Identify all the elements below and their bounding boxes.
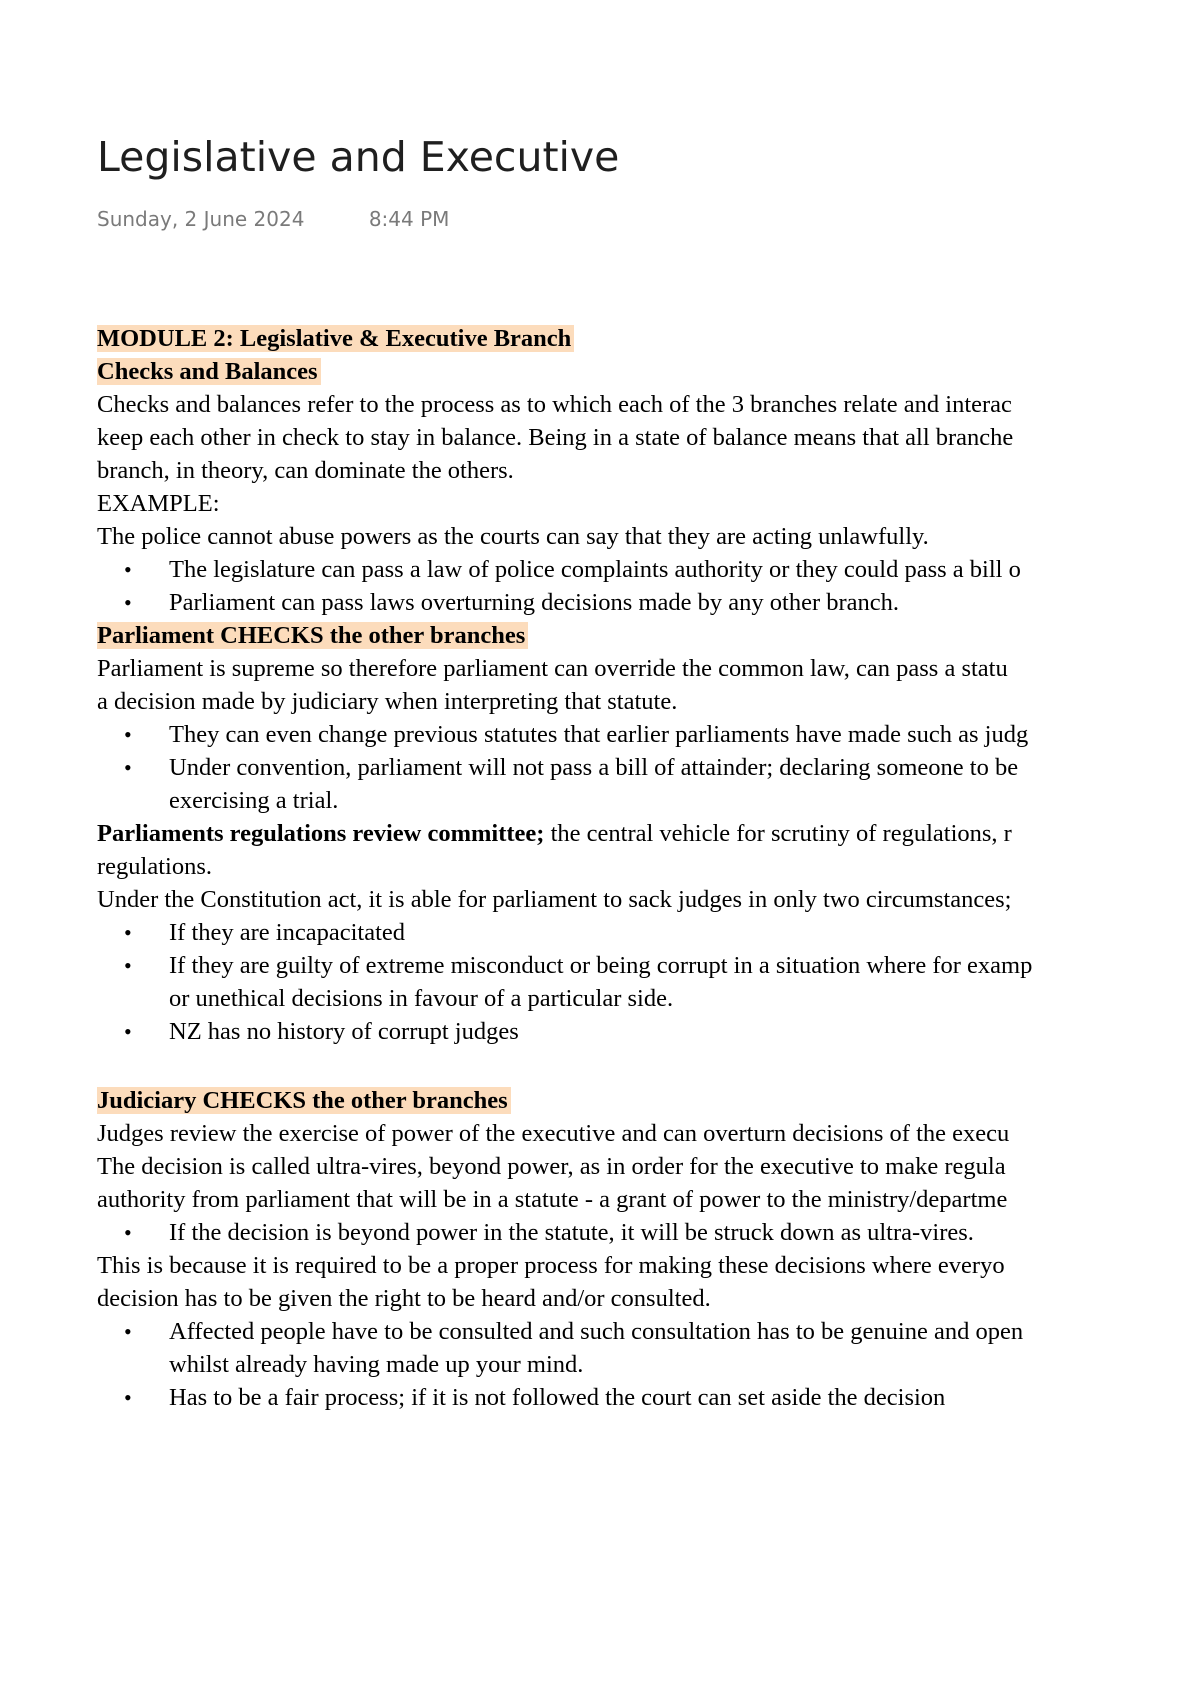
- list-item-text: If the decision is beyond power in the statute, it will be struck down as ultra-vires.: [169, 1219, 974, 1246]
- paragraph-line: keep each other in check to stay in balance. Being in a state of balance means that all branche: [97, 424, 1014, 451]
- list-item-continuation: [97, 1348, 1200, 1381]
- parliament-heading: Parliament CHECKS the other branches: [97, 622, 528, 649]
- list-item: [97, 916, 1200, 949]
- bullet-icon: •: [124, 1019, 132, 1044]
- bullet-icon: •: [124, 920, 132, 945]
- judiciary-heading: Judiciary CHECKS the other branches: [97, 1087, 511, 1114]
- example-text: The police cannot abuse powers as the courts can say that they are acting unlawfully.: [97, 523, 929, 550]
- list-item-text: If they are guilty of extreme misconduct or being corrupt in a situation where for examp: [169, 952, 1033, 979]
- list-item-text: exercising a trial.: [169, 787, 339, 814]
- paragraph-line: The decision is called ultra-vires, beyond power, as in order for the executive to make regula: [97, 1153, 1006, 1180]
- paragraph-line: [97, 817, 1200, 850]
- list-item: [97, 1216, 1200, 1249]
- paragraph-line: decision has to be given the right to be heard and/or consulted.: [97, 1285, 711, 1312]
- bullet-icon: •: [124, 590, 132, 615]
- page-meta: [97, 207, 449, 231]
- list-item-text: They can even change previous statutes that earlier parliaments have made such as judg: [169, 721, 1029, 748]
- bullet-icon: •: [124, 1385, 132, 1410]
- paragraph-line: This is because it is required to be a proper process for making these decisions where everyo: [97, 1252, 1005, 1279]
- list-item: [97, 586, 1200, 619]
- blank-line: [97, 1048, 1200, 1084]
- list-item: [97, 553, 1200, 586]
- review-committee-text: the central vehicle for scrutiny of regulations, r: [544, 820, 1012, 847]
- list-item-continuation: [97, 982, 1200, 1015]
- bullet-icon: •: [124, 755, 132, 780]
- paragraph-line: regulations.: [97, 853, 212, 880]
- checks-heading: Checks and Balances: [97, 358, 321, 385]
- list-item-text: Parliament can pass laws overturning decisions made by any other branch.: [169, 589, 900, 616]
- paragraph-line: Under the Constitution act, it is able for parliament to sack judges in only two circumstances;: [97, 886, 1012, 913]
- paragraph-line: Parliament is supreme so therefore parliament can override the common law, can pass a statu: [97, 655, 1008, 682]
- list-item: [97, 1315, 1200, 1348]
- list-item-text: The legislature can pass a law of police complaints authority or they could pass a bill o: [169, 556, 1021, 583]
- list-item-text: Has to be a fair process; if it is not followed the court can set aside the decision: [169, 1384, 946, 1411]
- list-item-text: Under convention, parliament will not pass a bill of attainder; declaring someone to be: [169, 754, 1019, 781]
- list-item-text: Affected people have to be consulted and such consultation has to be genuine and open: [169, 1318, 1024, 1345]
- paragraph-line: a decision made by judiciary when interpreting that statute.: [97, 688, 678, 715]
- list-item-continuation: [97, 784, 1200, 817]
- paragraph-line: Judges review the exercise of power of the executive and can overturn decisions of the execu: [97, 1120, 1010, 1147]
- bullet-icon: •: [124, 557, 132, 582]
- module-heading: MODULE 2: Legislative & Executive Branch: [97, 325, 574, 352]
- list-item: [97, 1015, 1200, 1048]
- list-item: [97, 1381, 1200, 1414]
- list-item-text: NZ has no history of corrupt judges: [169, 1018, 519, 1045]
- page-time: 8:44 PM: [368, 207, 450, 231]
- paragraph-line: Checks and balances refer to the process as to which each of the 3 branches relate and interac: [97, 391, 1012, 418]
- note-body[interactable]: [97, 322, 1200, 1414]
- paragraph-line: authority from parliament that will be in a statute - a grant of power to the ministry/departme: [97, 1186, 1008, 1213]
- list-item-text: or unethical decisions in favour of a particular side.: [169, 985, 674, 1012]
- list-item: [97, 751, 1200, 784]
- paragraph-line: branch, in theory, can dominate the others.: [97, 457, 514, 484]
- example-label: EXAMPLE:: [97, 490, 220, 517]
- bullet-icon: •: [124, 953, 132, 978]
- list-item-text: whilst already having made up your mind.: [169, 1351, 584, 1378]
- review-committee-label: Parliaments regulations review committee;: [97, 820, 545, 847]
- bullet-icon: •: [124, 1319, 132, 1344]
- page-date: Sunday, 2 June 2024: [97, 207, 305, 231]
- list-item: [97, 949, 1200, 982]
- page-title: Legislative and Executive: [97, 133, 620, 181]
- list-item: [97, 718, 1200, 751]
- bullet-icon: •: [124, 1220, 132, 1245]
- list-item-text: If they are incapacitated: [169, 919, 406, 946]
- bullet-icon: •: [124, 722, 132, 747]
